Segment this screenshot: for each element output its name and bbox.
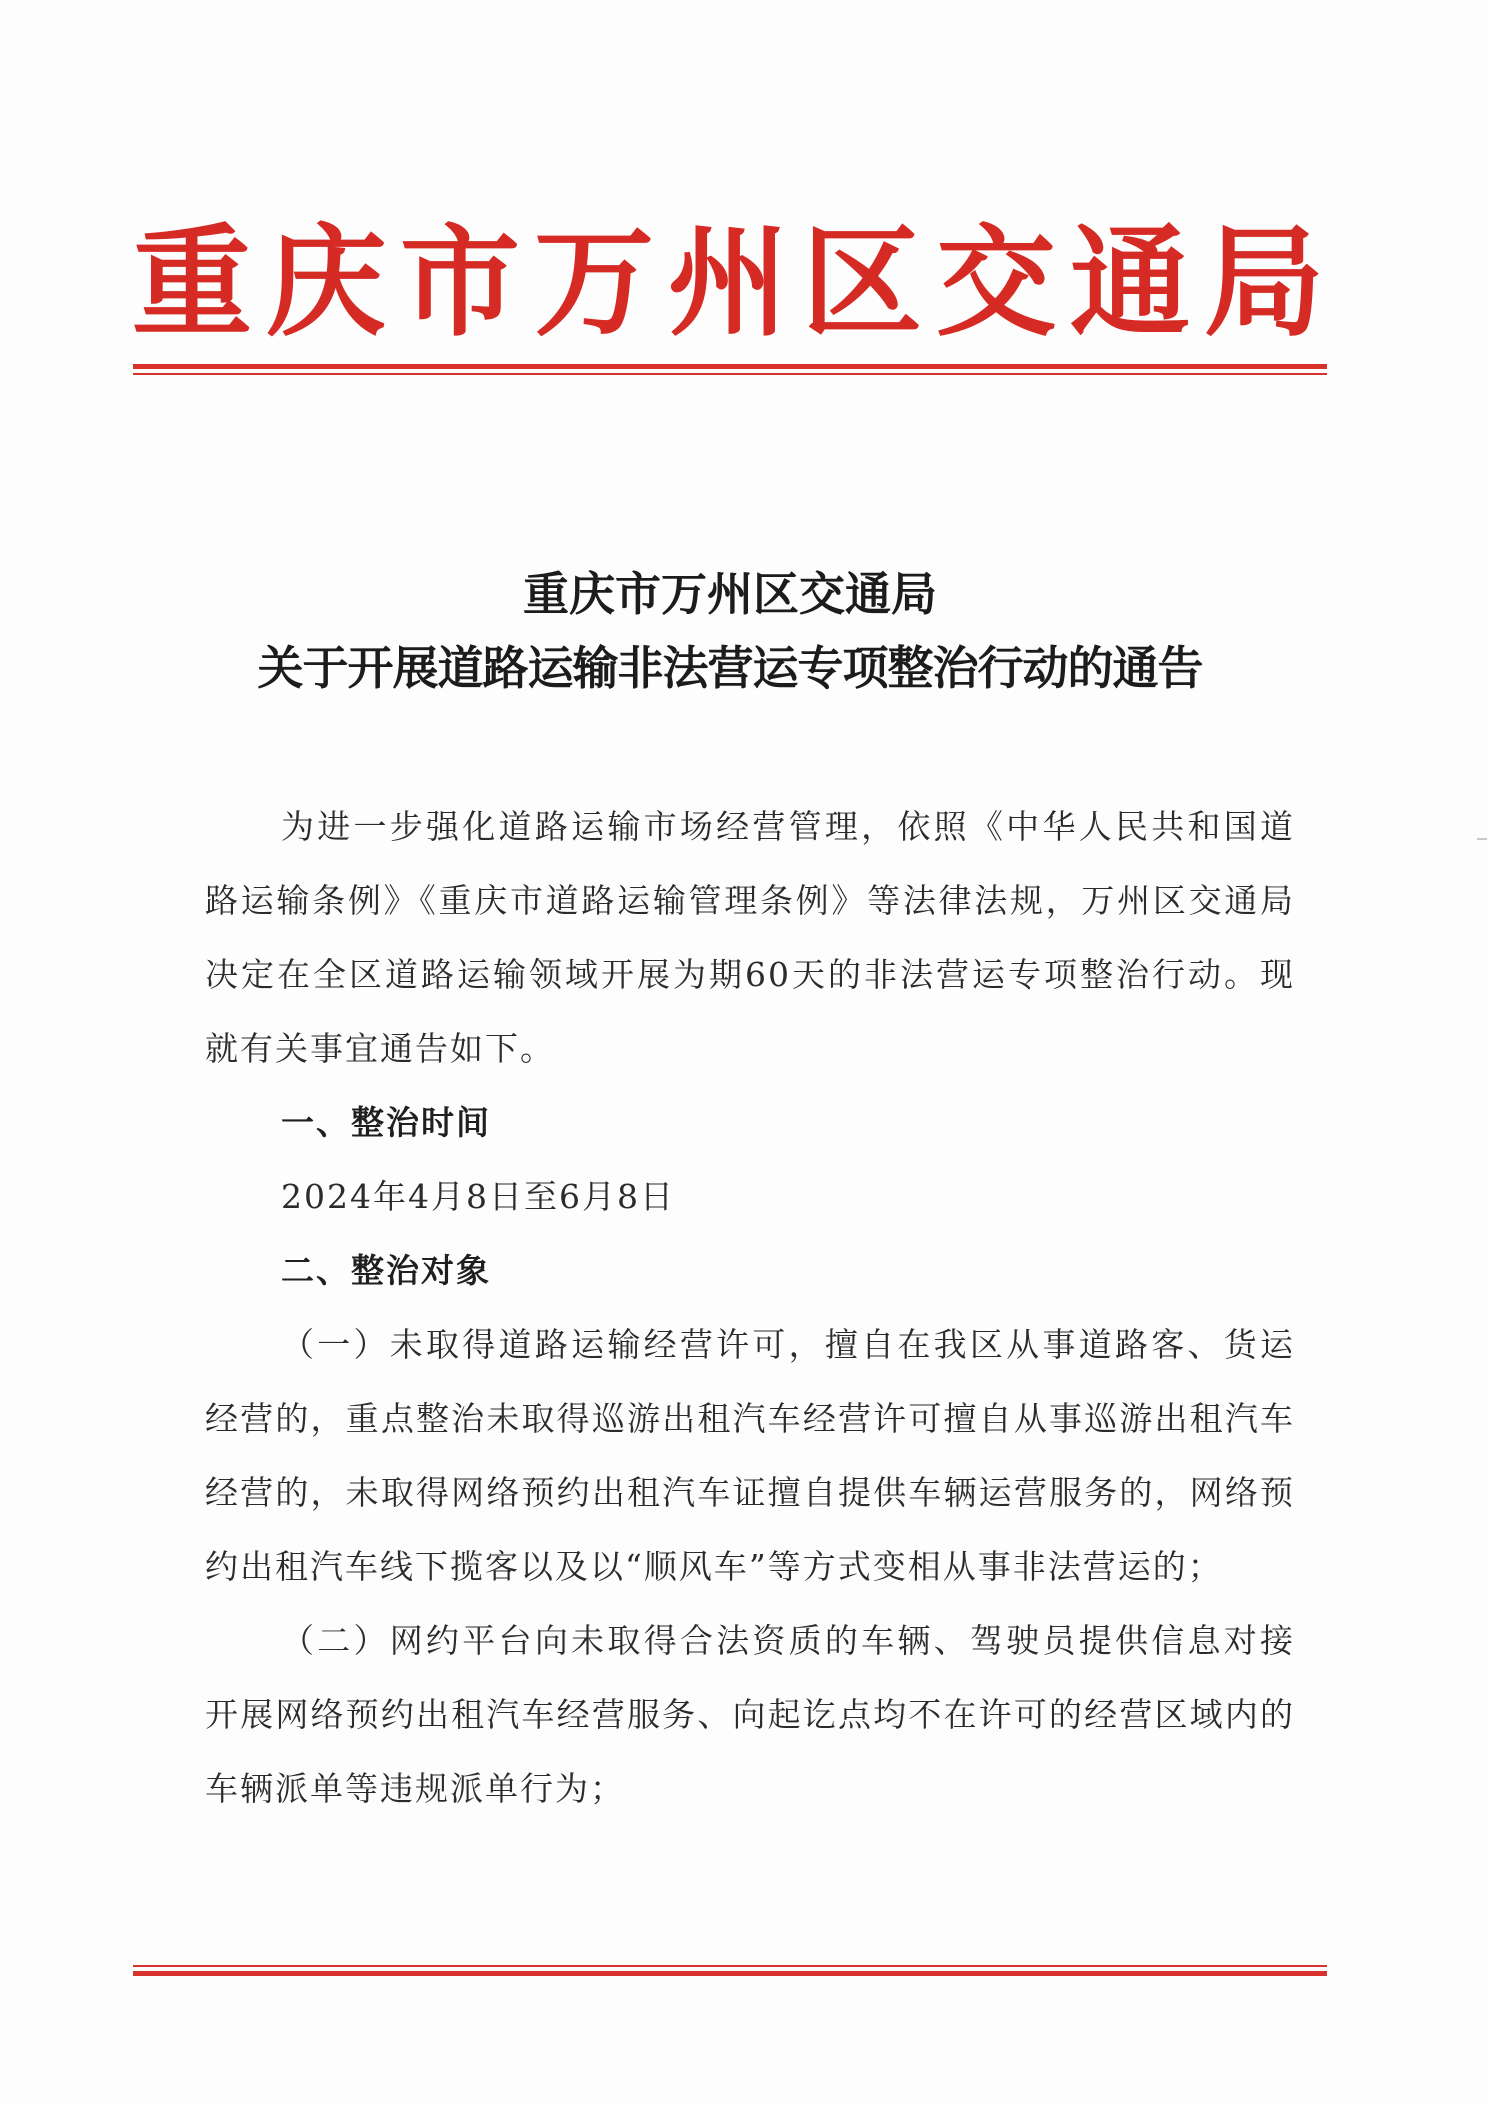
intro-paragraph: 为进一步强化道路运输市场经营管理，依照《中华人民共和国道路运输条例》《重庆市道路运输管理条例》等法律法规，万州区交通局决定在全区道路运输领域开展为期60天的非法营运专项整治行动。现就有关事宜通告如下。 bbox=[205, 807, 1295, 1068]
scan-edge-mark bbox=[1477, 838, 1487, 840]
section2-heading: 二、整治对象 bbox=[281, 1251, 491, 1290]
section2-item1: （一）未取得道路运输经营许可，擅自在我区从事道路客、货运经营的，重点整治未取得巡游出租汽车经营许可擅自从事巡游出租汽车经营的，未取得网络预约出租汽车证擅自提供车辆运营服务的，网络预约出租汽车线下揽客以及以“顺风车”等方式变相从事非法营运的； bbox=[205, 1325, 1295, 1586]
section1-heading: 一、整治时间 bbox=[281, 1103, 491, 1142]
letterhead-rule-thick bbox=[133, 364, 1327, 369]
footer-rule-thin bbox=[133, 1965, 1327, 1967]
notice-title-line1: 重庆市万州区交通局 bbox=[523, 567, 937, 621]
section2-item2: （二）网约平台向未取得合法资质的车辆、驾驶员提供信息对接开展网络预约出租汽车经营服务、向起讫点均不在许可的经营区域内的车辆派单等违规派单行为； bbox=[205, 1621, 1295, 1808]
notice-title-line2: 关于开展道路运输非法营运专项整治行动的通告 bbox=[257, 641, 1203, 695]
footer-rule-thick bbox=[133, 1971, 1327, 1976]
section1-text: 2024年4月8日至6月8日 bbox=[281, 1177, 675, 1216]
letterhead-rule-thin bbox=[133, 373, 1327, 375]
letterhead-title: 重庆市万州区交通局 bbox=[132, 212, 1328, 353]
notice-body bbox=[205, 790, 1295, 1826]
